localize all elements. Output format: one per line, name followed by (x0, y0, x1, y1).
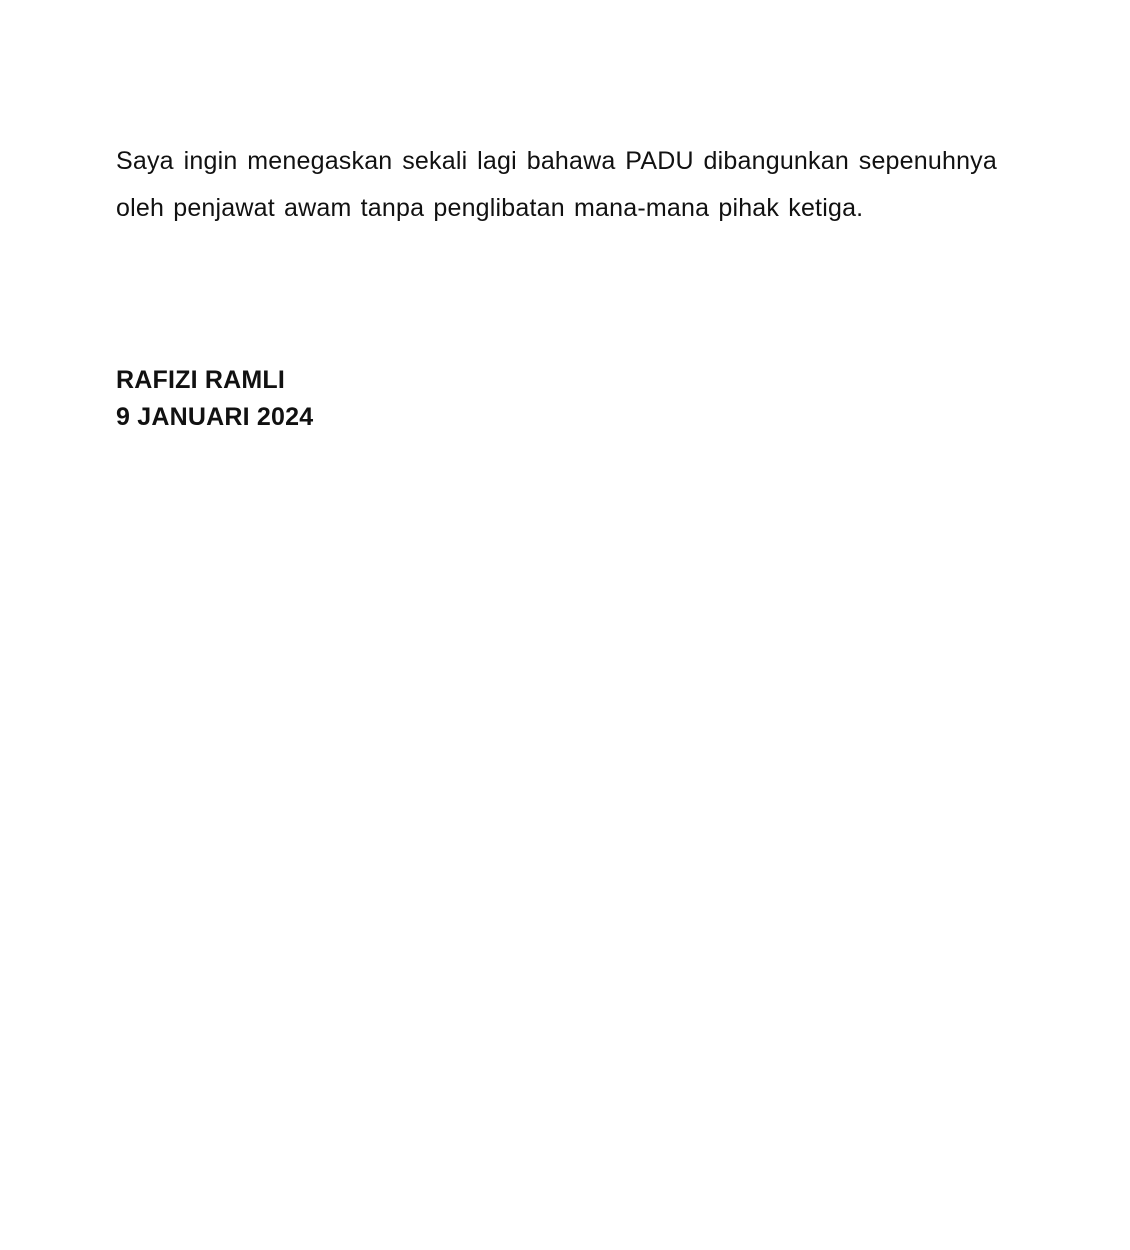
signatory-name: RAFIZI RAMLI (116, 366, 286, 394)
statement-paragraph: Saya ingin menegaskan sekali lagi bahawa PADU dibangunkan sepenuhnya oleh penjawat awam tanpa penglibatan mana-mana pihak ketiga. (116, 147, 997, 222)
signature-block (116, 362, 313, 436)
statement-date: 9 JANUARI 2024 (116, 403, 314, 431)
